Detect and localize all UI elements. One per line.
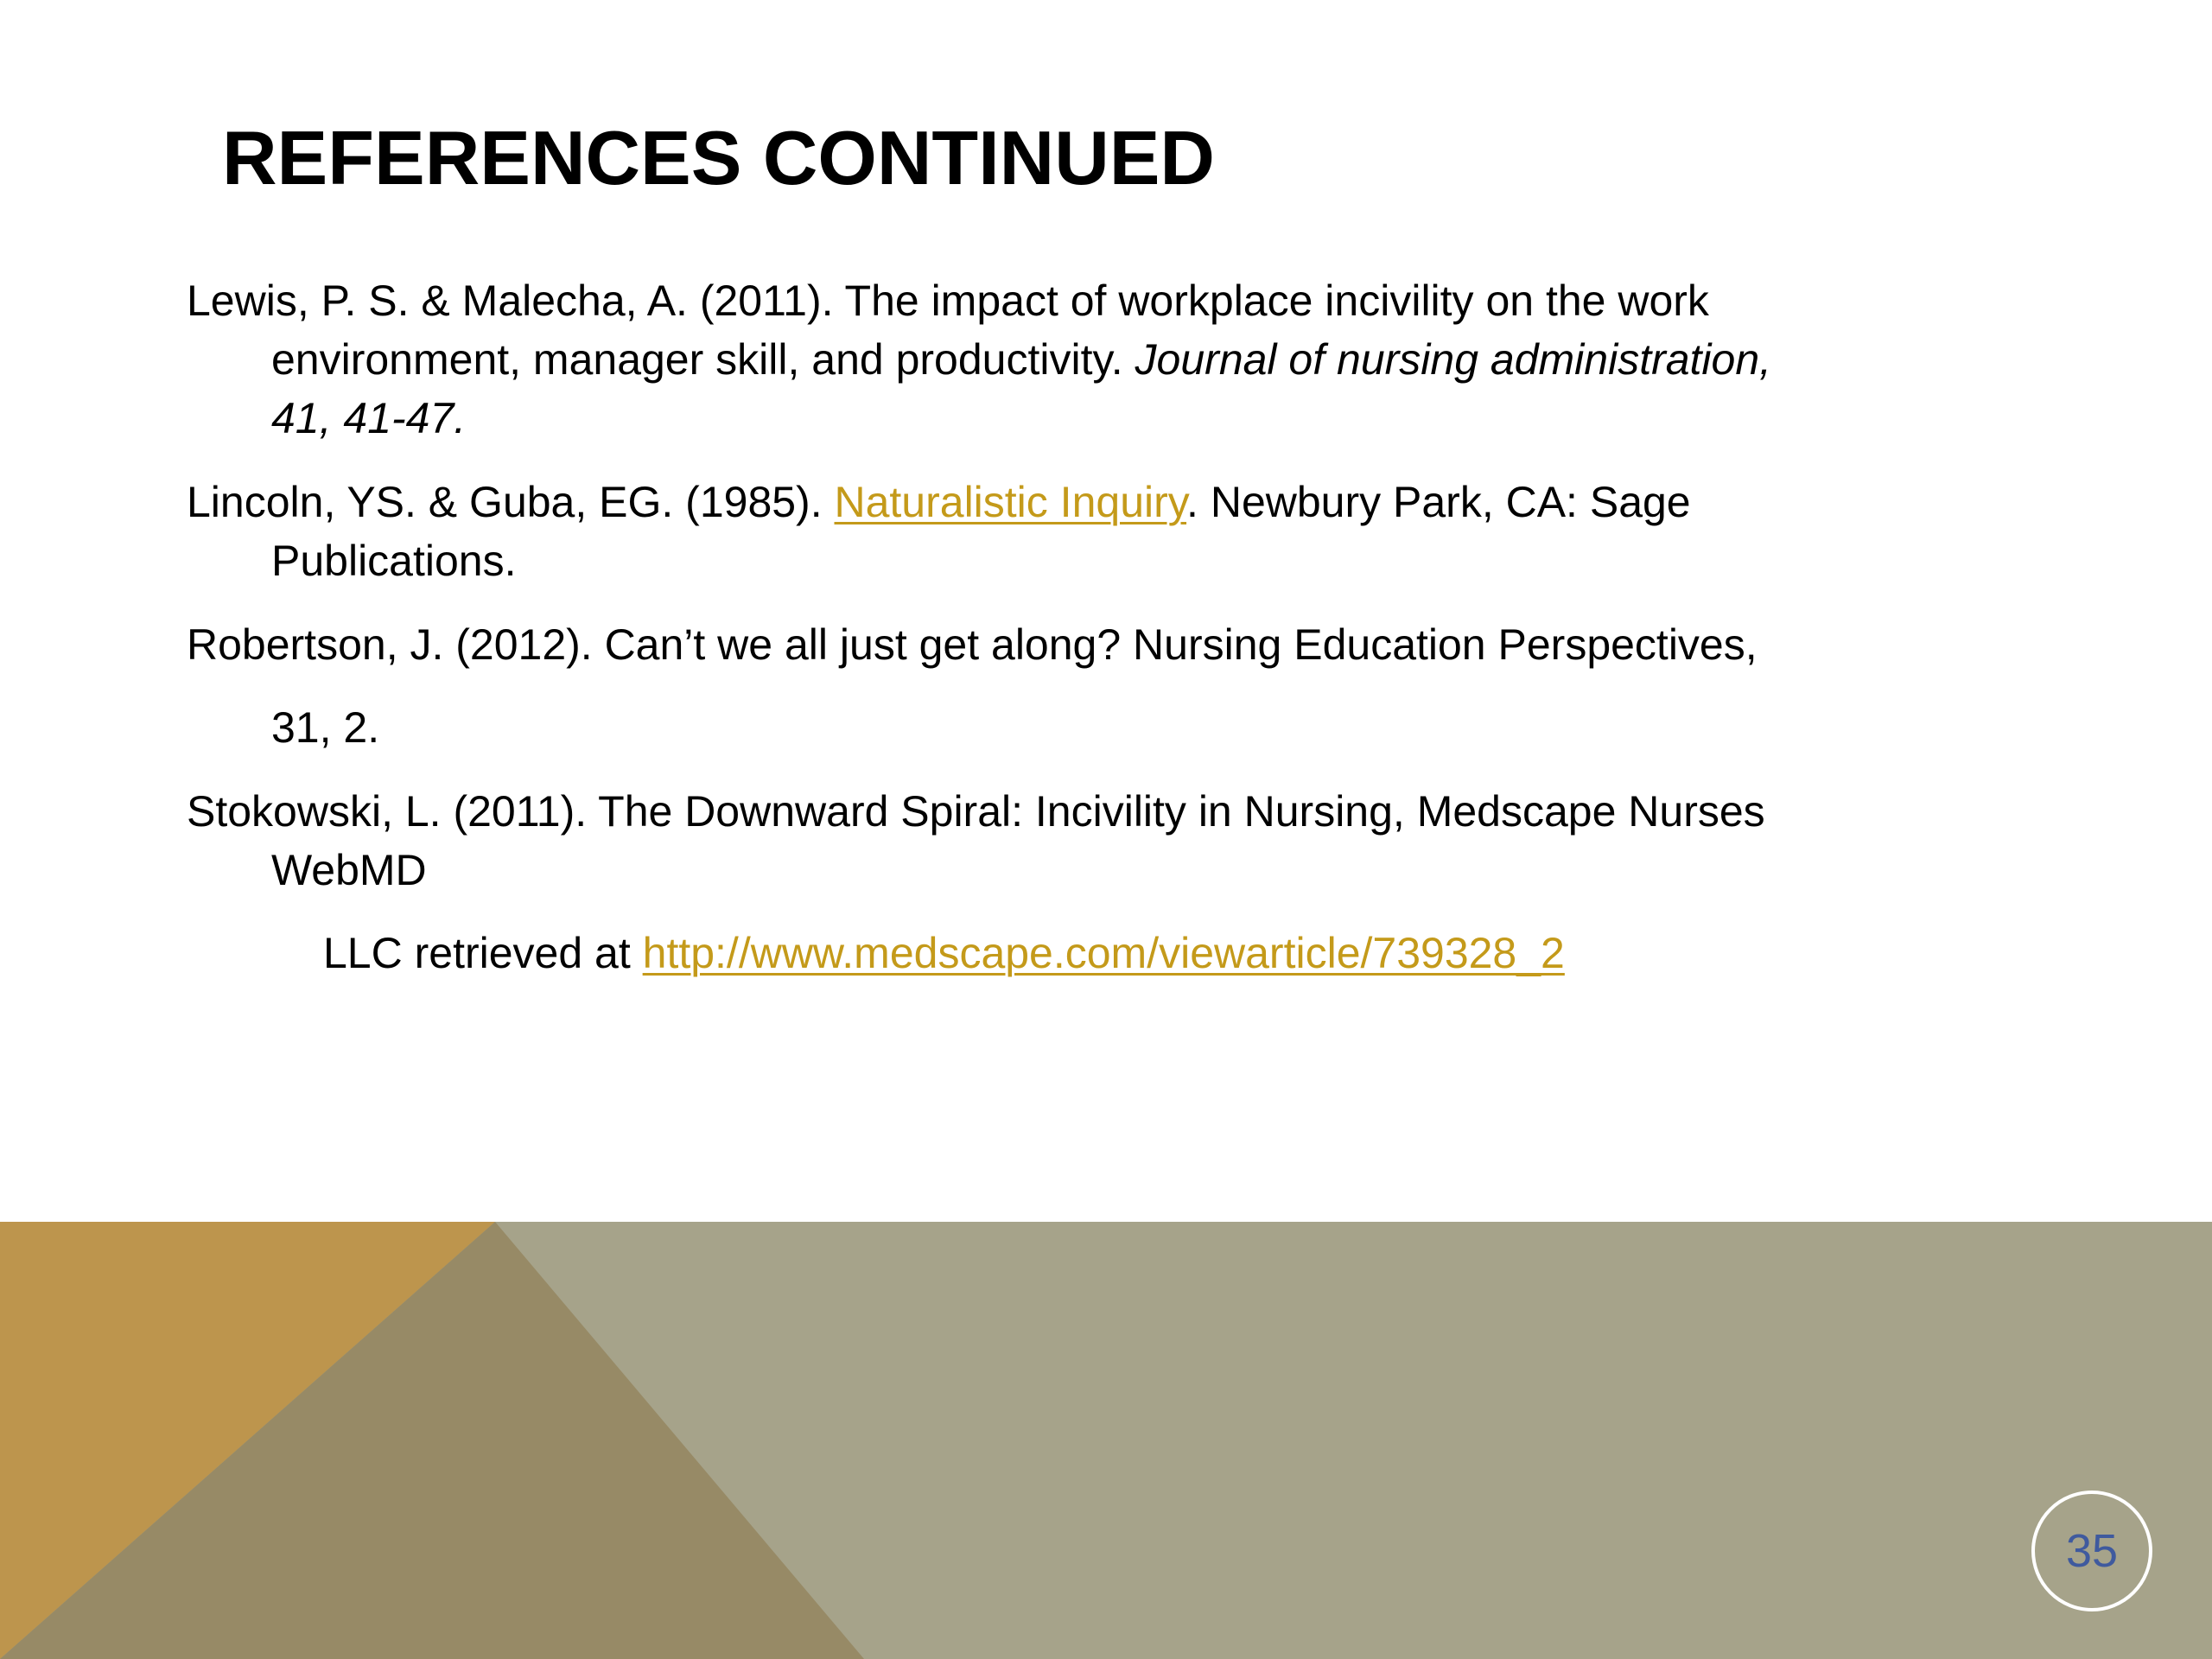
naturalistic-inquiry-link[interactable]: Naturalistic Inquiry: [834, 478, 1187, 526]
reference-lincoln-authors: Lincoln, YS. & Guba, EG. (1985).: [187, 478, 835, 526]
page-number: 35: [2065, 1525, 2119, 1577]
page-number-badge: [2031, 1491, 2152, 1611]
reference-lincoln-line1: [187, 473, 1691, 531]
reference-robertson-line1: Robertson, J. (2012). Can’t we all just get along? Nursing Education Perspectives,: [187, 620, 1758, 669]
footer-decoration: [0, 1222, 2212, 1659]
reference-stokowski-line1: Stokowski, L. (2011). The Downward Spiral: Incivility in Nursing, Medscape Nurses: [187, 787, 1765, 836]
reference-lewis-line1: Lewis, P. S. & Malecha, A. (2011). The impact of workplace incivility on the work: [187, 276, 1709, 325]
reference-robertson-line2: 31, 2.: [271, 703, 380, 752]
reference-lincoln-publisher: . Newbury Park, CA: Sage: [1186, 478, 1691, 526]
reference-lewis-text: environment, manager skill, and productivity.: [271, 335, 1135, 384]
reference-lincoln-line2: Publications.: [271, 537, 517, 585]
reference-lewis-journal: Journal of nursing administration,: [1135, 335, 1772, 384]
reference-stokowski-retrieved: LLC retrieved at: [323, 929, 643, 977]
reference-stokowski-line3: [323, 924, 1565, 982]
reference-lewis-line2: [271, 330, 1771, 389]
reference-stokowski-line2: WebMD: [271, 846, 427, 894]
slide-title: REFERENCES CONTINUED: [222, 115, 1215, 200]
medscape-url-link[interactable]: http://www.medscape.com/viewarticle/739328_2: [642, 929, 1565, 977]
reference-lewis-volume: 41, 41-47.: [271, 394, 467, 442]
